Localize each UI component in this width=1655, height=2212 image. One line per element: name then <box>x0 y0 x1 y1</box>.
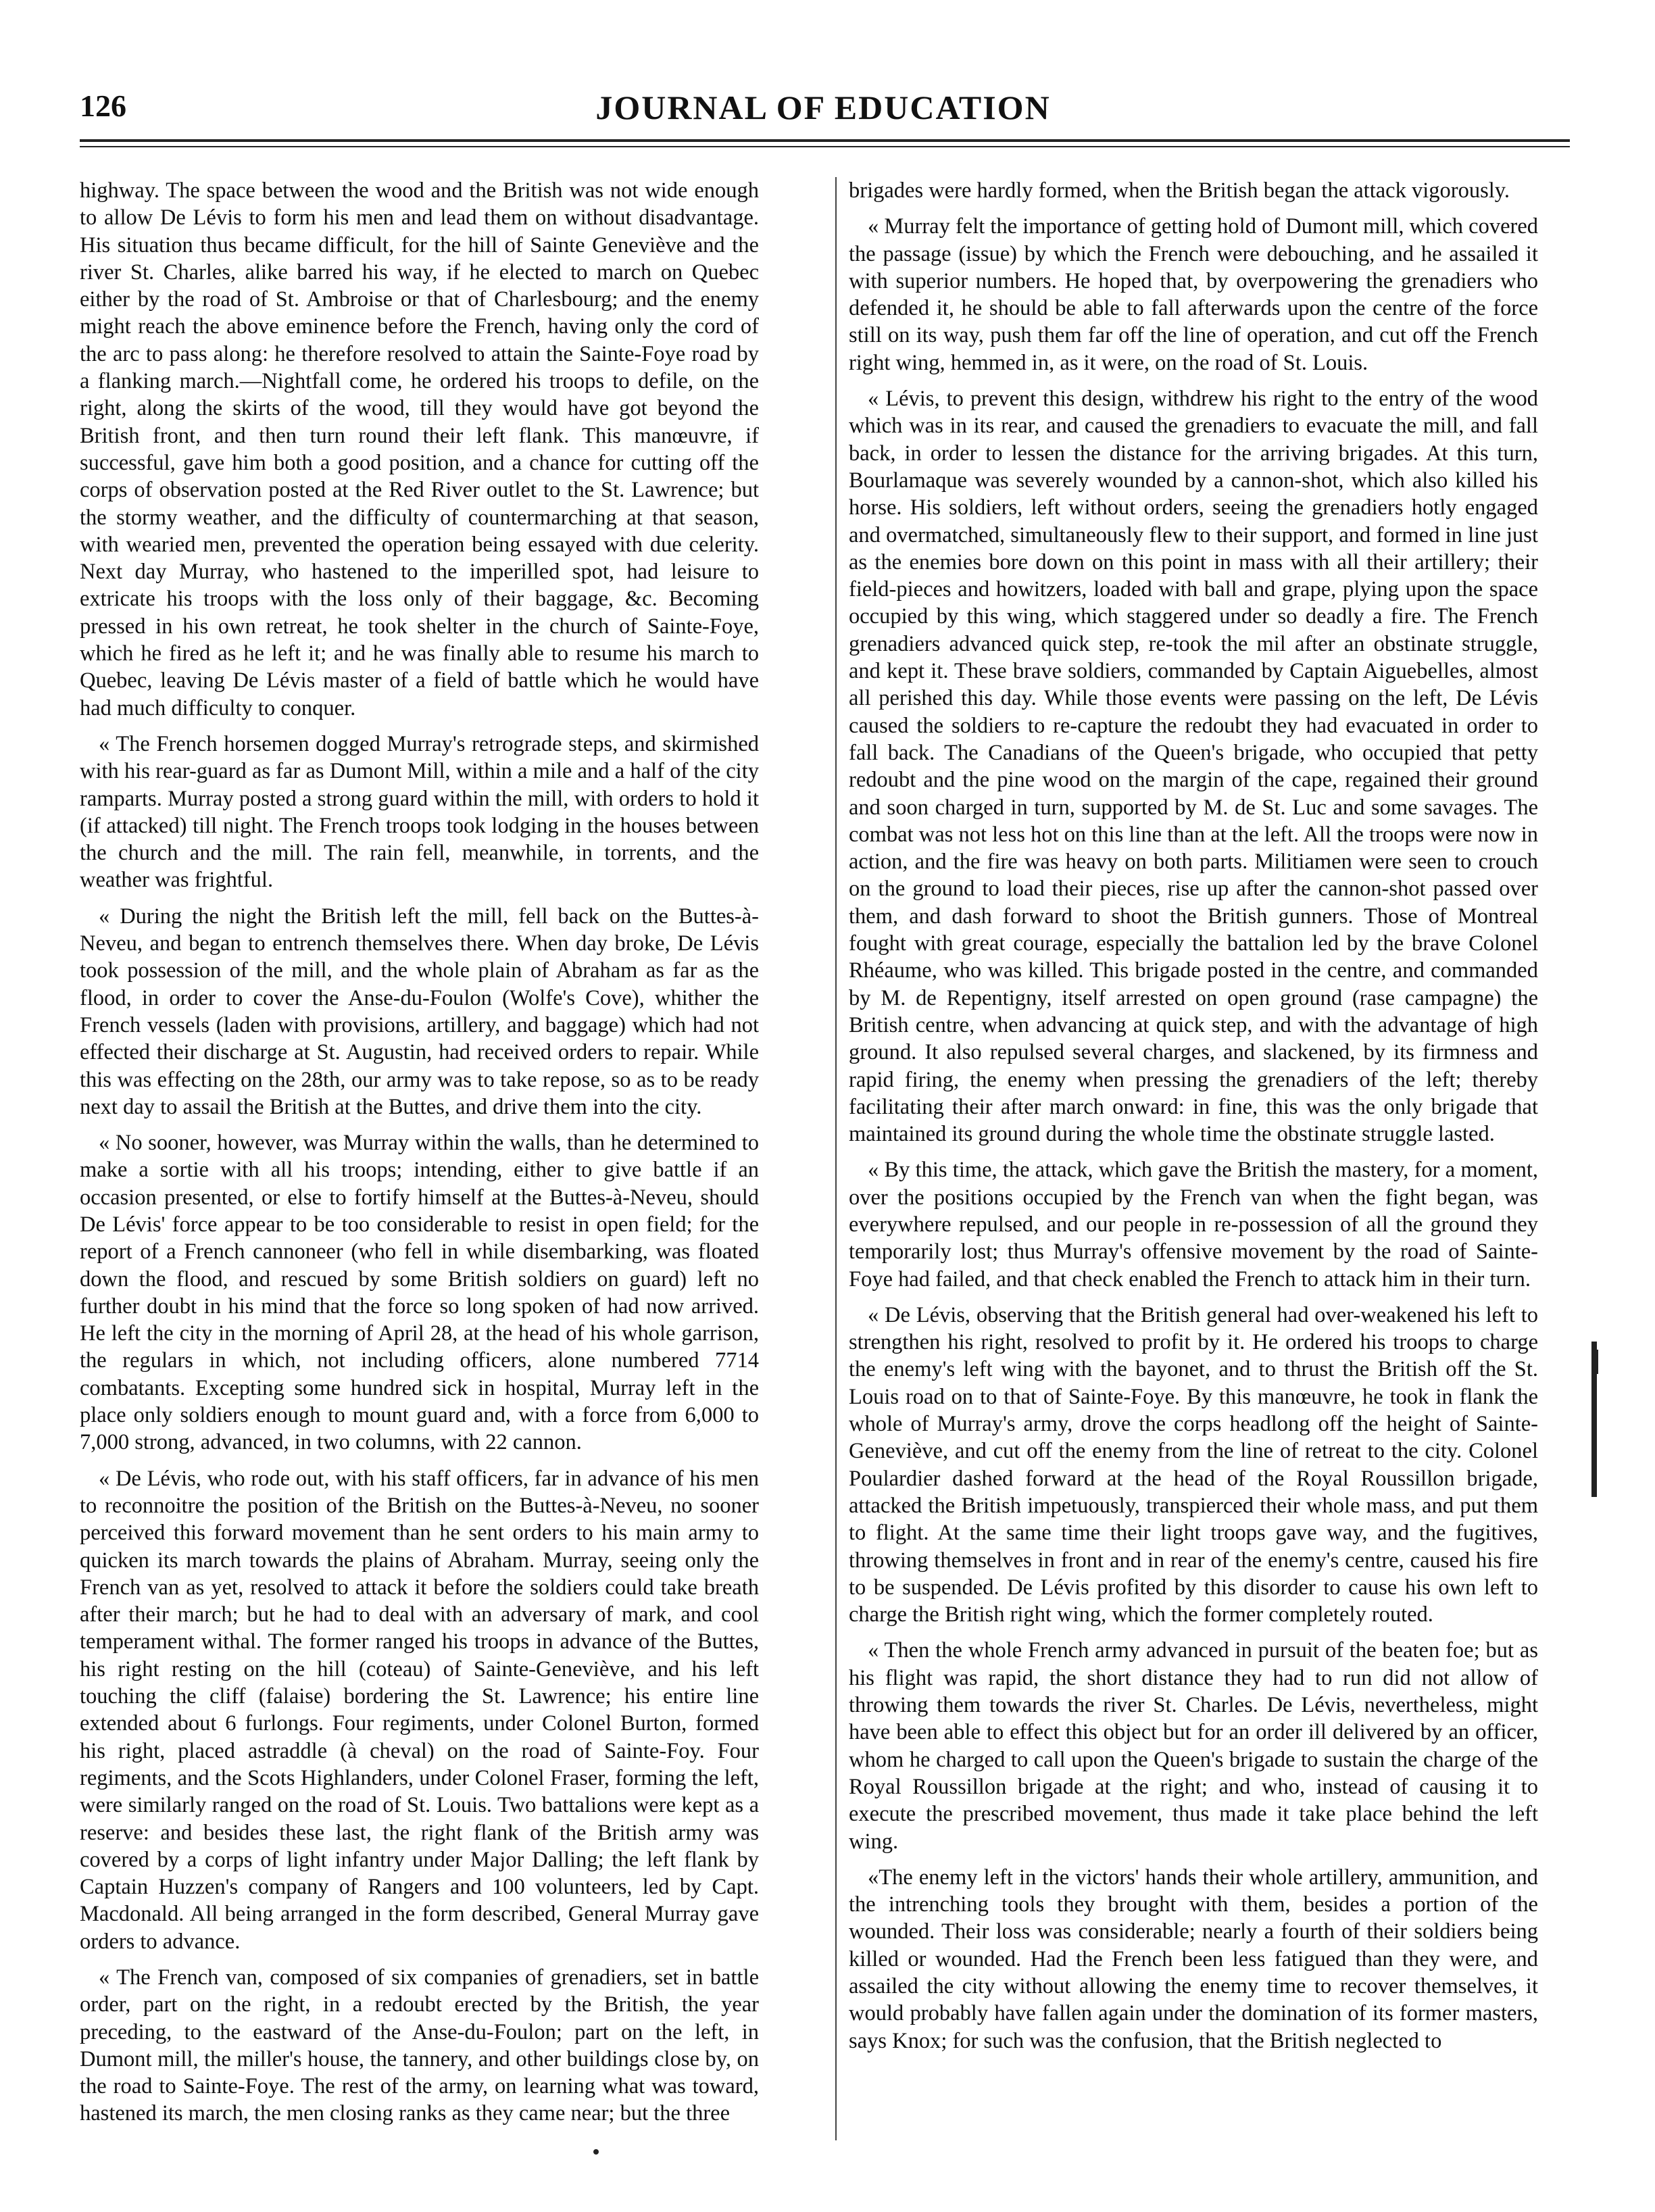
paragraph: highway. The space between the wood and the British was not wide enough to allow De Lévis to form his men and lead them on without disadvantage. His situation thus became difficult, for the hill of Sainte Geneviève and the river St. Charles, alike barred his way, if he elected to march on Quebec either by the road of St. Ambroise or that of Charlesbourg; and the enemy might reach the above eminence before the French, having only the cord of the arc to pass along: he therefore resolved to attain the Sainte-Foye road by a flanking march.—Nightfall come, he ordered his troops to defile, on the right, along the skirts of the wood, till they would have got beyond the British front, and then turn round their left flank. This manœuvre, if successful, gave him both a good position, and a chance for cutting off the corps of observation posted at the Red River outlet to the St. Lawrence; but the stormy weather, and the difficulty of countermarching at that season, with wearied men, prevented the operation being essayed with due celerity. Next day Murray, who hastened to the imperilled spot, had leisure to extricate his troops with the loss only of their baggage, &c. Becoming pressed in his own retreat, he took shelter in the church of Sainte-Foye, which he fired as he left it; and he was finally able to resume his march to Quebec, leaving De Lévis master of a field of battle which he would have had much difficulty to conquer. <box>80 178 759 720</box>
paragraph: « De Lévis, observing that the British general had over-weakened his left to strengthen his right, resolved to profit by it. He ordered his troops to charge the enemy's left wing with the bayonet, and to thrust the British off the St. Louis road on to that of Sainte-Foye. By this manœuvre, he took in flank the whole of Murray's army, drove the corps headlong off the height of Sainte-Geneviève, and cut off the enemy from the line of retreat to the city. Colonel Poulardier dashed forward at the head of the Royal Roussillon brigade, attacked the British impetuously, transpierced their whole mass, and put them to flight. At the same time their light troops gave way, and the fugitives, throwing themselves in front and in rear of the enemy's centre, caused his fire to be suspended. De Lévis profited by this disorder to cause his own left to charge the British right wing, which the former completely routed. <box>849 1302 1538 1627</box>
paragraph: « No sooner, however, was Murray within the walls, than he determined to make a sortie with all his troops; intending, either to give battle if an occasion presented, or else to fortify himself at the Buttes-à-Neveu, should De Lévis' force appear to be too considerable to resist in open field; for the report of a French cannoneer (who fell in while disembarking, was floated down the flood, and rescued by some British soldiers on guard) left no further doubt in his mind that the force so long spoken of had now arrived. He left the city in the morning of April 28, at the head of his whole garrison, the regulars in which, not including officers, alone numbered 7714 combatants. Excepting some hundred sick in hospital, Murray left in the place only soldiers enough to mount guard and, with a force from 6,000 to 7,000 strong, advanced, in two columns, with 22 cannon. <box>80 1131 759 1455</box>
page-number: 126 <box>80 89 126 123</box>
paragraph: « Lévis, to prevent this design, withdrew his right to the entry of the wood which was in its rear, and caused the grenadiers to evacuate the mill, and fall back, in order to lessen the distance for the arriving brigades. At this turn, Bourlamaque was severely wounded by a cannon-shot, which also killed his horse. His soldiers, left without orders, seeing the grenadiers hotly engaged and overmatched, simultaneously flew to their support, and formed in line just as the enemies bore down on this point in mass with all their artillery; their field-pieces and howitzers, loaded with ball and grape, plying upon the space occupied by this wing, which staggered under so deadly a fire. The French grenadiers advanced quick step, re-took the mil after an obstinate struggle, and kept it. These brave soldiers, commanded by Captain Aiguebelles, almost all perished this day. While those events were passing on the left, De Lévis caused the soldiers to re-capture the redoubt they had evacuated in order to fall back. The Canadians of the Queen's brigade, who occupied that petty redoubt and the pine wood on the margin of the cape, regained their ground and soon charged in turn, supported by M. de St. Luc and some savages. The combat was not less hot on this line than at the left. All the troops were now in action, and the fire was heavy on both parts. Militiamen were seen to crouch on the ground to load their pieces, rise up after the cannon-shot passed over them, and dash forward to shoot the British gunners. Those of Montreal fought with great courage, especially the battalion led by the brave Colonel Rhéaume, who was killed. This brigade posted in the centre, and commanded by M. de Repentigny, itself arrested on open ground (rase campagne) the British centre, when advancing at quick step, and with the advantage of high ground. It also repulsed several charges, and slackened, by its firmness and rapid firing, the enemy when pressing the grenadiers of the left; thereby facilitating their after march onward: in fine, this was the only brigade that maintained its ground during the whole time the obstinate struggle lasted. <box>849 387 1538 1147</box>
column-divider <box>835 177 837 2140</box>
paragraph: « The French van, composed of six companies of grenadiers, set in battle order, part on the right, in a redoubt erected by the British, the year preceding, to the eastward of the Anse-du-Foulon; part on the left, in Dumont mill, the miller's house, the tannery, and other buildings close by, on the road to Sainte-Foye. The rest of the army, on learning what was toward, hastened its march, the men closing ranks as they came near; but the three <box>80 1965 759 2126</box>
header-rule-thick <box>80 139 1570 142</box>
margin-ink-mark <box>1591 1350 1598 1374</box>
paragraph: « By this time, the attack, which gave the British the mastery, for a moment, over the positions occupied by the French van when the fight began, was everywhere repulsed, and our people in re-possession of all the ground they temporarily lost; thus Murray's offensive movement by the road of Sainte-Foye had failed, and that check enabled the French to attack him in their turn. <box>849 1158 1538 1292</box>
right-column <box>849 177 1538 2063</box>
ink-dot <box>593 2149 599 2155</box>
page-header <box>80 88 1566 135</box>
paragraph: brigades were hardly formed, when the British began the attack vigorously. <box>849 178 1510 203</box>
paragraph: « During the night the British left the mill, fell back on the Buttes-à-Neveu, and began to entrench themselves there. When day broke, De Lévis took possession of the mill, and the whole plain of Abraham as far as the flood, in order to cover the Anse-du-Foulon (Wolfe's Cove), whither the French vessels (laden with provisions, artillery, and baggage) which had not effected their discharge at St. Augustin, had received orders to repair. While this was effecting on the 28th, our army was to take repose, so as to be ready next day to assail the British at the Buttes, and drive them into the city. <box>80 904 759 1119</box>
paragraph: « The French horsemen dogged Murray's retrograde steps, and skirmished with his rear-guard as far as Dumont Mill, within a mile and a half of the city ramparts. Murray posted a strong guard within the mill, with orders to hold it (if attacked) till night. The French troops took lodging in the houses between the church and the mill. The rain fell, meanwhile, in torrents, and the weather was frightful. <box>80 731 759 893</box>
paragraph: «The enemy left in the victors' hands their whole artillery, ammunition, and the intrenching tools they brought with them, besides a portion of the wounded. Their loss was considerable; nearly a fourth of their soldiers being killed or wounded. Had the French been less fatigued than they were, and assailed the city without allowing the enemy time to recover themselves, it would probably have fallen again under the domination of its former masters, says Knox; for such was the confusion, that the British neglected to <box>849 1865 1538 2053</box>
left-column <box>80 177 759 2136</box>
running-title: JOURNAL OF EDUCATION <box>595 89 1051 126</box>
paragraph: « Then the whole French army advanced in pursuit of the beaten foe; but as his flight was rapid, the short distance they had to run did not allow of throwing them towards the river St. Charles. De Lévis, nevertheless, might have been able to effect this object but for an order ill delivered by an officer, whom he charged to call upon the Queen's brigade to sustain the charge of the Royal Roussillon brigade at the right; and who, instead of causing it to execute the prescribed movement, thus made it take place behind the left wing. <box>849 1638 1538 1854</box>
paragraph: « Murray felt the importance of getting hold of Dumont mill, which covered the passage (issue) by which the French were debouching, and he assailed it with superior numbers. He hoped that, by overpowering the grenadiers who defended it, he should be able to fall afterwards upon the centre of the force still on its way, push them far off the line of operation, and cut off the French right wing, hemmed in, as it were, on the road of St. Louis. <box>849 214 1538 375</box>
paragraph: « De Lévis, who rode out, with his staff officers, far in advance of his men to reconnoitre the position of the British on the Buttes-à-Neveu, no sooner perceived this forward movement than he sent orders to his main army to quicken its march towards the plains of Abraham. Murray, seeing only the French van as yet, resolved to attack it before the soldiers could take breath after their march; but he had to deal with an adversary of mark, and cool temperament withal. The former ranged his troops in advance of the Buttes, his right resting on the hill (coteau) of Sainte-Geneviève, and his left touching the cliff (falaise) bordering the St. Lawrence; his entire line extended about 6 furlongs. Four regiments, under Colonel Burton, formed his right, placed astraddle (à cheval) on the road of Sainte-Foy. Four regiments, and the Scots Highlanders, under Colonel Fraser, forming the left, were similarly ranged on the road of St. Louis. Two battalions were kept as a reserve: and besides these last, the right flank of the British army was covered by a corps of light infantry under Major Dalling; the left flank by Captain Huzzen's company of Rangers and 100 volunteers, led by Capt. Macdonald. All being arranged in the form described, General Murray gave orders to advance. <box>80 1466 759 1954</box>
header-rule-thin <box>80 146 1570 147</box>
